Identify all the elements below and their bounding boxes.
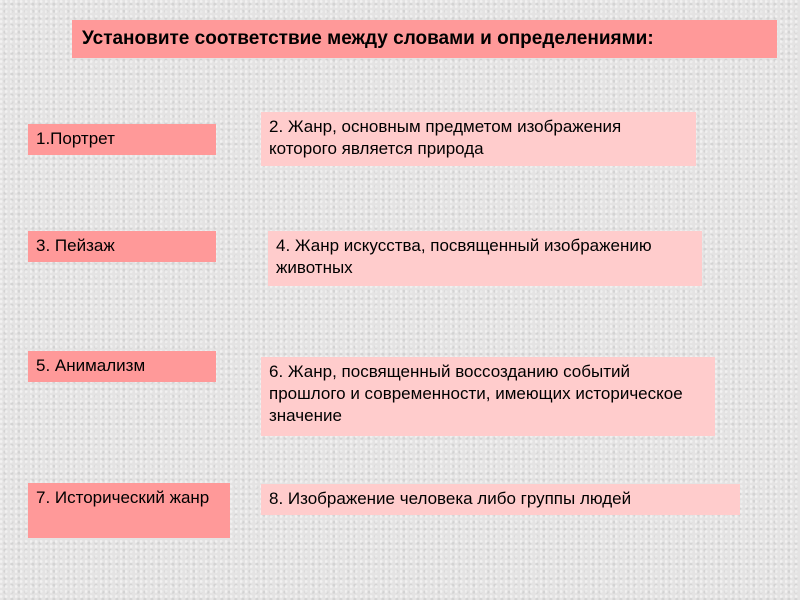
term-historical-genre: 7. Исторический жанр [28, 483, 230, 538]
slide-title: Установите соответствие между словами и определениями: [72, 20, 777, 58]
definition-8: 8. Изображение человека либо группы людей [261, 484, 740, 515]
definition-4: 4. Жанр искусства, посвященный изображению животных [268, 231, 702, 286]
definition-6: 6. Жанр, посвященный воссозданию событий прошлого и современности, имеющих историческое значение [261, 357, 715, 436]
term-animalism: 5. Анимализм [28, 351, 216, 382]
term-landscape: 3. Пейзаж [28, 231, 216, 262]
term-portrait: 1.Портрет [28, 124, 216, 155]
definition-2: 2. Жанр, основным предметом изображения которого является природа [261, 112, 696, 166]
